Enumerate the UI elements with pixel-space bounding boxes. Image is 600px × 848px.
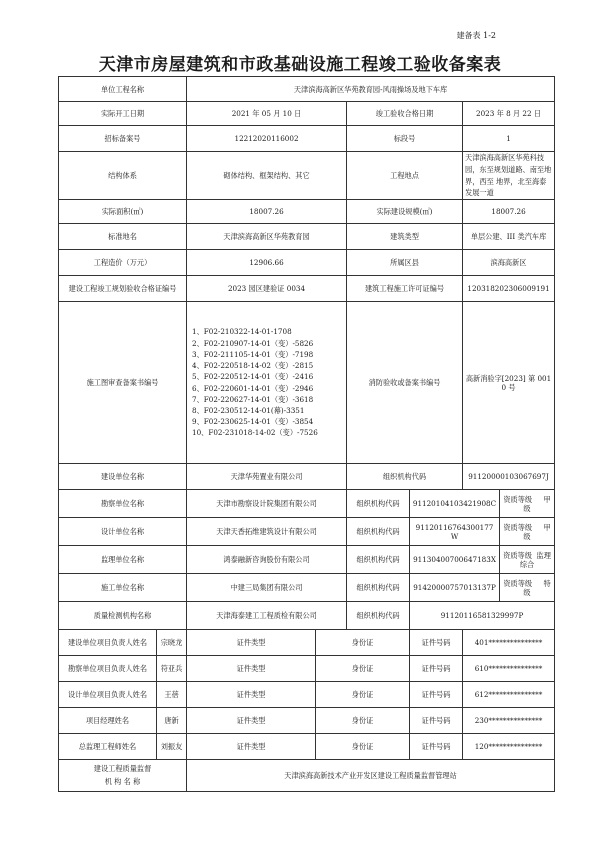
person-name: 宗晓龙 — [157, 630, 187, 656]
row-bid — [59, 126, 555, 152]
cost-value: 12906.66 — [187, 250, 347, 276]
drawing-item: 2、F02-210907-14-01（变）-5826 — [192, 338, 314, 348]
fire-acceptance-value: 高新消验字[2023] 第 0010 号 — [463, 302, 555, 464]
builder-label: 建设单位名称 — [59, 464, 187, 490]
row-person — [59, 734, 555, 760]
cert-no-value: 401*************** — [463, 630, 555, 656]
person-role: 勘察单位项目负责人姓名 — [59, 656, 157, 682]
cert-no-value: 120*************** — [463, 734, 555, 760]
row-person — [59, 656, 555, 682]
bid-label: 招标备案号 — [59, 126, 187, 152]
drawing-item: 5、F02-220512-14-01（变）-2416 — [192, 372, 314, 382]
project-name-label: 单位工程名称 — [59, 77, 187, 102]
builder-code-label: 组织机构代码 — [347, 464, 463, 490]
person-name: 符亚兵 — [157, 656, 187, 682]
area-label: 实际面积(㎡) — [59, 200, 187, 224]
site-value: 天津滨海高新区华苑科技园，东至规划道路、南至地界，西至 地界，北至海泰发展一道 — [463, 152, 555, 200]
fire-acceptance-label: 消防验收或备案书编号 — [347, 302, 463, 464]
row-cost — [59, 250, 555, 276]
row-supervisor — [59, 546, 555, 574]
drawing-item: 8、F02-230512-14-01(幕)-3351 — [192, 405, 305, 415]
filing-form-table — [58, 76, 555, 792]
cert-type-label: 证件类型 — [187, 682, 316, 708]
contractor-label: 施工单位名称 — [59, 574, 187, 602]
design-grade: 资质等级 甲级 — [500, 518, 555, 546]
row-structure — [59, 152, 555, 200]
drawing-review-list — [187, 302, 347, 464]
contractor-grade: 资质等级 特级 — [500, 574, 555, 602]
completion-date-value: 2023 年 8 月 22 日 — [463, 102, 555, 126]
bid-value: 12212020116002 — [187, 126, 347, 152]
cert-no-label: 证件号码 — [410, 682, 463, 708]
design-value: 天津天香拓维建筑设计有限公司 — [187, 518, 347, 546]
drawing-item: 7、F02-220627-14-01（变）-3618 — [192, 394, 314, 404]
standard-name-label: 标准地名 — [59, 224, 187, 250]
permit-label: 建筑工程施工许可证编号 — [347, 276, 463, 302]
design-code-label: 组织机构代码 — [347, 518, 410, 546]
page-title: 天津市房屋建筑和市政基础设施工程竣工验收备案表 — [98, 55, 502, 75]
project-name-value: 天津滨海高新区华苑教育园-风雨操场及地下车库 — [187, 77, 555, 102]
cert-type-value: 身份证 — [316, 630, 410, 656]
contractor-code-value: 91420000757013137P — [410, 574, 500, 602]
drawing-item: 10、F02-231018-14-02（变）-7526 — [192, 428, 318, 438]
form-number: 建备表 1-2 — [456, 31, 496, 40]
testing-code-label: 组织机构代码 — [347, 602, 410, 630]
row-standard-name — [59, 224, 555, 250]
start-date-label: 实际开工日期 — [59, 102, 187, 126]
permit-value: 120318202306009191 — [463, 276, 555, 302]
supervisor-code-label: 组织机构代码 — [347, 546, 410, 574]
planning-cert-value: 2023 园区建验证 0034 — [187, 276, 347, 302]
supervisor-value: 鸿泰融新咨询股份有限公司 — [187, 546, 347, 574]
row-area — [59, 200, 555, 224]
cert-no-label: 证件号码 — [410, 708, 463, 734]
district-label: 所属区县 — [347, 250, 463, 276]
cert-type-value: 身份证 — [316, 708, 410, 734]
drawing-item: 4、F02-220518-14-02（变）-2815 — [192, 361, 314, 371]
structure-value: 砌体结构、框架结构、其它 — [187, 152, 347, 200]
site-label: 工程地点 — [347, 152, 463, 200]
drawing-review-label: 施工图审查备案书编号 — [59, 302, 187, 464]
contractor-value: 中建三局集团有限公司 — [187, 574, 347, 602]
person-role: 项目经理姓名 — [59, 708, 157, 734]
quality-supervision-label: 建设工程质量监督 机 构 名 称 — [59, 760, 187, 792]
builder-code-value: 91120000103067697J — [463, 464, 555, 490]
row-drawings — [59, 302, 555, 464]
person-role: 总监理工程师姓名 — [59, 734, 157, 760]
cert-type-label: 证件类型 — [187, 656, 316, 682]
standard-name-value: 天津滨海高新区华苑教育园 — [187, 224, 347, 250]
planning-cert-label: 建设工程竣工规划验收合格证编号 — [59, 276, 187, 302]
cert-no-label: 证件号码 — [410, 656, 463, 682]
row-survey — [59, 490, 555, 518]
survey-grade: 资质等级 甲级 — [500, 490, 555, 518]
area-value: 18007.26 — [187, 200, 347, 224]
cert-no-value: 610*************** — [463, 656, 555, 682]
cert-no-label: 证件号码 — [410, 630, 463, 656]
structure-label: 结构体系 — [59, 152, 187, 200]
design-label: 设计单位名称 — [59, 518, 187, 546]
testing-value: 天津海泰建工工程质检有限公司 — [187, 602, 347, 630]
design-code-value: 91120116764300177W — [410, 518, 500, 546]
row-design — [59, 518, 555, 546]
section-value: 1 — [463, 126, 555, 152]
scale-label: 实际建设规模(㎡) — [347, 200, 463, 224]
row-planning — [59, 276, 555, 302]
cert-type-value: 身份证 — [316, 656, 410, 682]
row-dates — [59, 102, 555, 126]
survey-code-value: 91120104103421908C — [410, 490, 500, 518]
building-type-label: 建筑类型 — [347, 224, 463, 250]
testing-code-value: 91120116581329997P — [410, 602, 555, 630]
survey-label: 勘察单位名称 — [59, 490, 187, 518]
district-value: 滨海高新区 — [463, 250, 555, 276]
supervisor-code-value: 91130400700647183X — [410, 546, 500, 574]
supervisor-label: 监理单位名称 — [59, 546, 187, 574]
row-builder — [59, 464, 555, 490]
row-testing — [59, 602, 555, 630]
row-quality-supervision — [59, 760, 555, 792]
cert-type-value: 身份证 — [316, 734, 410, 760]
drawing-item: 1、F02-210322-14-01-1708 — [192, 327, 292, 337]
testing-label: 质量检测机构名称 — [59, 602, 187, 630]
survey-code-label: 组织机构代码 — [347, 490, 410, 518]
completion-date-label: 竣工验收合格日期 — [347, 102, 463, 126]
row-contractor — [59, 574, 555, 602]
cert-no-value: 612*************** — [463, 682, 555, 708]
contractor-code-label: 组织机构代码 — [347, 574, 410, 602]
row-project-name — [59, 77, 555, 102]
survey-value: 天津市勘察设计院集团有限公司 — [187, 490, 347, 518]
scale-value: 18007.26 — [463, 200, 555, 224]
building-type-value: 单层公建、III 类汽车库 — [463, 224, 555, 250]
person-name: 刘振友 — [157, 734, 187, 760]
drawing-item: 6、F02-220601-14-01（变）-2946 — [192, 383, 314, 393]
person-role: 设计单位项目负责人姓名 — [59, 682, 157, 708]
cert-no-label: 证件号码 — [410, 734, 463, 760]
cost-label: 工程造价（万元） — [59, 250, 187, 276]
cert-type-label: 证件类型 — [187, 734, 316, 760]
supervisor-grade: 资质等级 监理综合 — [500, 546, 555, 574]
person-name: 唐新 — [157, 708, 187, 734]
row-person — [59, 682, 555, 708]
start-date-value: 2021 年 05 月 10 日 — [187, 102, 347, 126]
person-role: 建设单位项目负责人姓名 — [59, 630, 157, 656]
drawing-item: 9、F02-230625-14-01（变）-3854 — [192, 417, 314, 427]
cert-type-label: 证件类型 — [187, 630, 316, 656]
drawing-item: 3、F02-211105-14-01（变）-7198 — [192, 349, 314, 359]
person-name: 王蓓 — [157, 682, 187, 708]
builder-value: 天津华苑置业有限公司 — [187, 464, 347, 490]
quality-supervision-value: 天津滨海高新技术产业开发区建设工程质量监督管理站 — [187, 760, 555, 792]
row-person — [59, 708, 555, 734]
section-label: 标段号 — [347, 126, 463, 152]
cert-no-value: 230*************** — [463, 708, 555, 734]
cert-type-value: 身份证 — [316, 682, 410, 708]
cert-type-label: 证件类型 — [187, 708, 316, 734]
row-person — [59, 630, 555, 656]
